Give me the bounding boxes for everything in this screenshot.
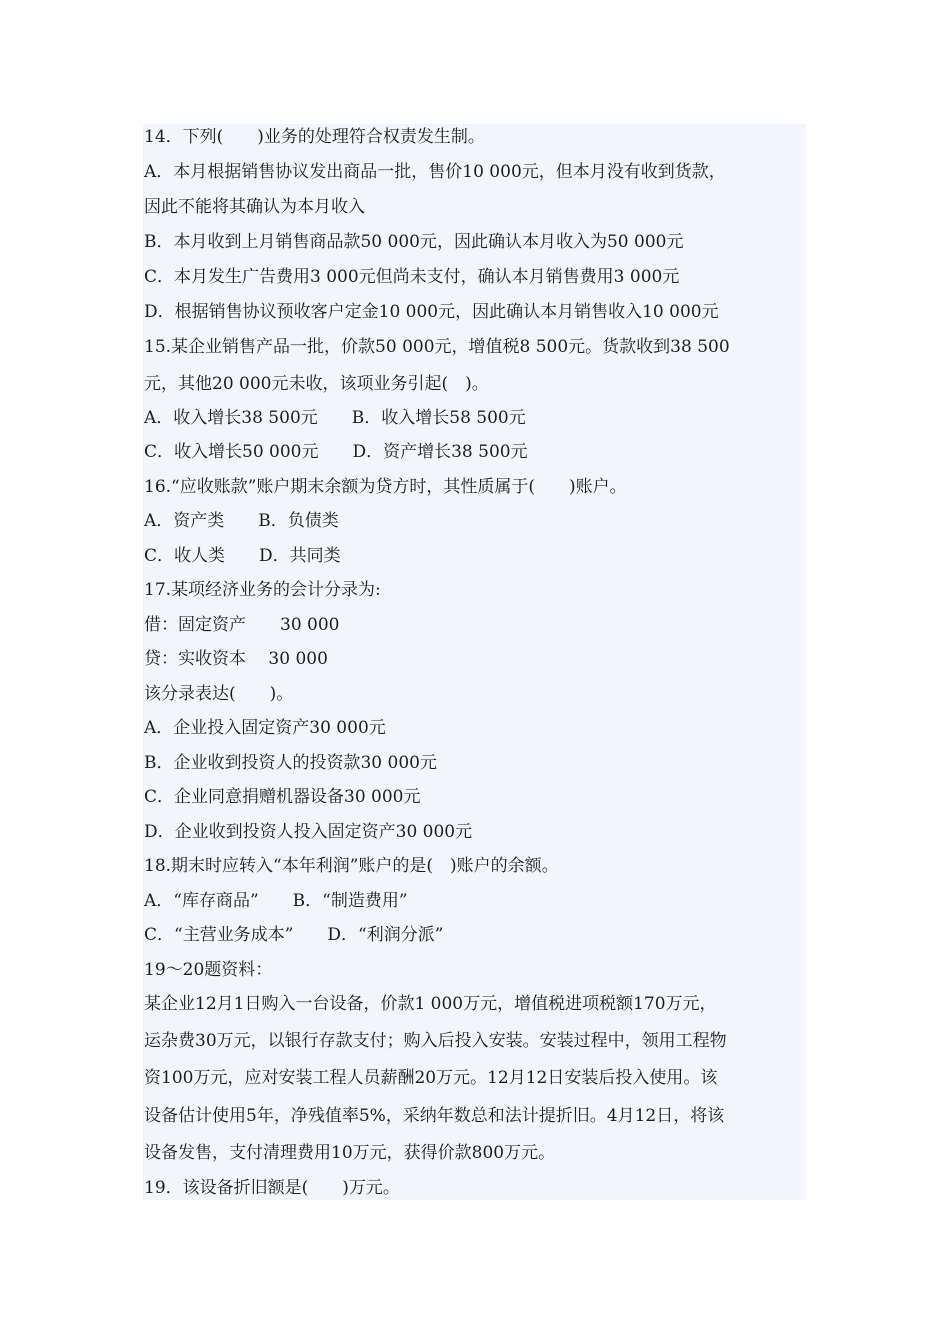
question-18-options-ab: A．“库存商品” B．“制造费用”: [144, 891, 408, 911]
question-15-options-cd: C．收入增长50 000元 D．资产增长38 500元: [144, 442, 528, 462]
question-14-option-a-continued: 因此不能将其确认为本月收入: [144, 197, 365, 217]
question-15-options-ab: A．收入增长38 500元 B．收入增长58 500元: [144, 408, 526, 428]
question-18-stem: 18.期末时应转入“本年利润”账户的是( )账户的余额。: [144, 856, 559, 876]
question-16-options-cd: C．收人类 D．共同类: [144, 546, 341, 566]
material-paragraph-line-5: 设备发售，支付清理费用10万元，获得价款800万元。: [144, 1143, 556, 1163]
question-17-option-c: C．企业同意捐赠机器设备30 000元: [144, 787, 421, 807]
material-paragraph-line-3: 资100万元，应对安装工程人员薪酬20万元。12月12日安装后投入使用。该: [144, 1068, 718, 1088]
question-15-stem-continued: 元，其他20 000元未收，该项业务引起( )。: [144, 374, 489, 394]
question-17-option-d: D．企业收到投资人投入固定资产30 000元: [144, 822, 473, 842]
question-18-options-cd: C．“主营业务成本” D．“利润分派”: [144, 925, 444, 945]
question-16-stem: 16.“应收账款”账户期末余额为贷方时，其性质属于( )账户。: [144, 477, 627, 497]
question-14-option-b: B．本月收到上月销售商品款50 000元，因此确认本月收入为50 000元: [144, 232, 684, 252]
question-14-option-a: A．本月根据销售协议发出商品一批，售价10 000元，但本月没有收到货款，: [144, 162, 726, 182]
document-content: [143, 124, 806, 1200]
question-15-stem: 15.某企业销售产品一批，价款50 000元，增值税8 500元。货款收到38 500: [144, 337, 730, 357]
question-17-credit-line: 贷：实收资本 30 000: [144, 649, 328, 669]
material-paragraph-line-1: 某企业12月1日购入一台设备，价款1 000万元，增值税进项税额170万元，: [144, 994, 717, 1014]
question-14-option-d: D．根据销售协议预收客户定金10 000元，因此确认本月销售收入10 000元: [144, 302, 719, 322]
material-paragraph-line-4: 设备估计使用5年，净残值率5%，采纳年数总和法计提折旧。4月12日，将该: [144, 1106, 725, 1126]
question-14-option-c: C．本月发生广告费用3 000元但尚未支付，确认本月销售费用3 000元: [144, 267, 680, 287]
question-17-stem: 17.某项经济业务的会计分录为:: [144, 580, 381, 600]
question-19-stem: 19．该设备折旧额是( )万元。: [144, 1178, 400, 1198]
question-17-prompt: 该分录表达( )。: [144, 684, 294, 704]
question-16-options-ab: A．资产类 B．负债类: [144, 511, 339, 531]
question-17-debit-line: 借：固定资产 30 000: [144, 615, 340, 635]
question-17-option-a: A．企业投入固定资产30 000元: [144, 718, 386, 738]
material-paragraph-line-2: 运杂费30万元，以银行存款支付；购入后投入安装。安装过程中，领用工程物: [144, 1031, 727, 1051]
questions-19-20-heading: 19～20题资料：: [144, 960, 273, 980]
question-17-option-b: B．企业收到投资人的投资款30 000元: [144, 753, 437, 773]
question-14-stem: 14．下列( )业务的处理符合权责发生制。: [144, 127, 485, 147]
